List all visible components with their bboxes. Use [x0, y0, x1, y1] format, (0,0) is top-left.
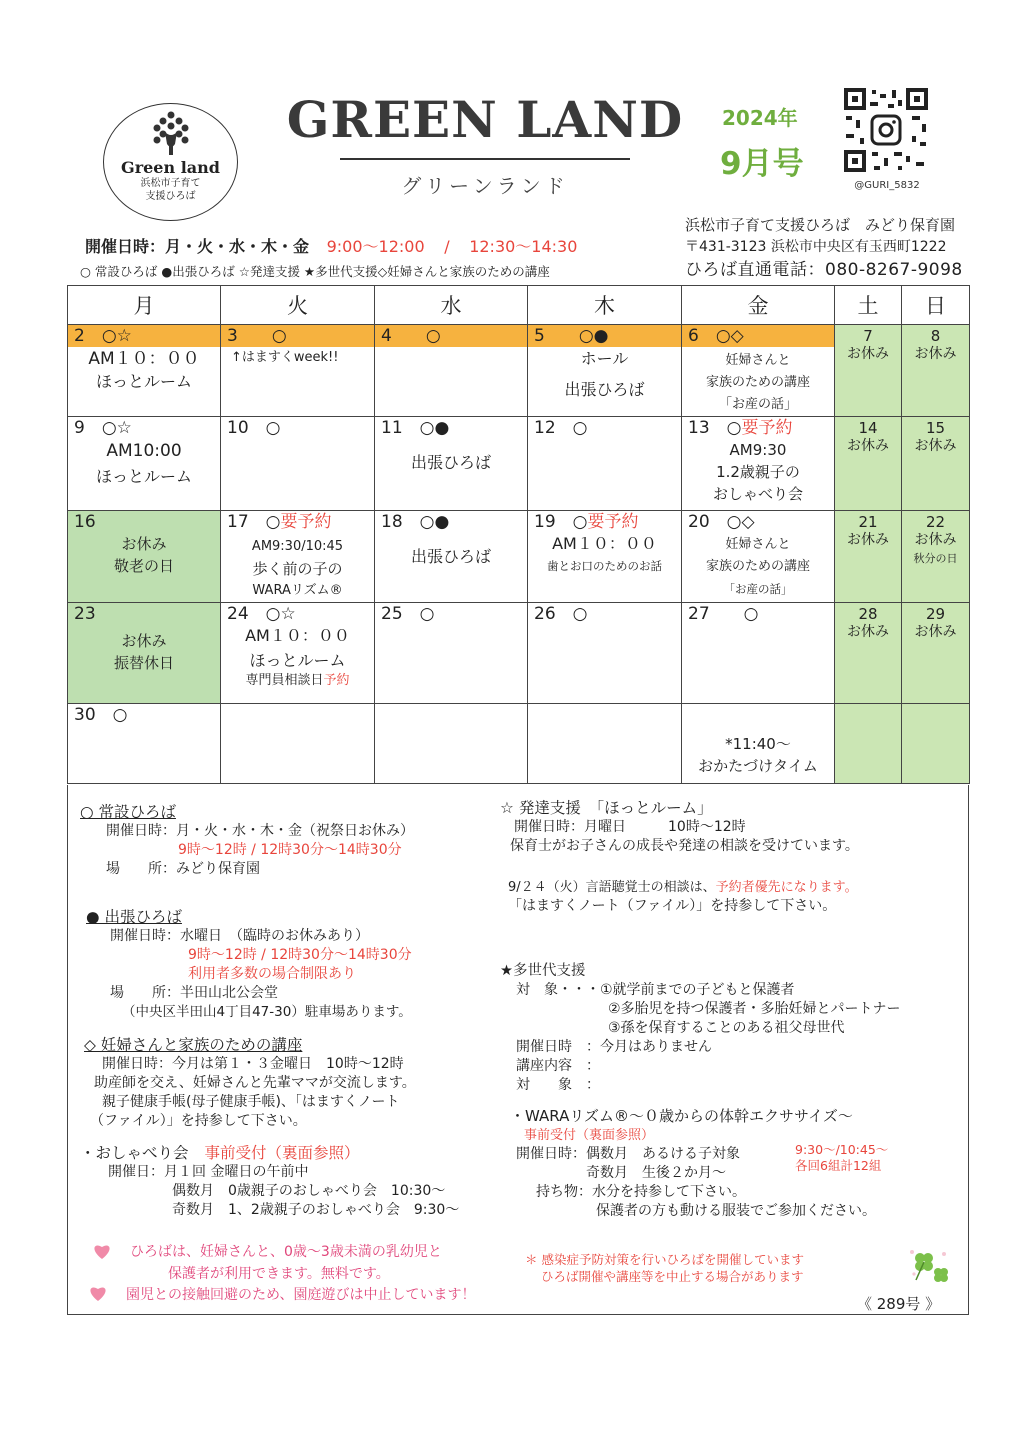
section-title: ・WARAリズム®〜０歳からの体幹エクササイズ〜 — [510, 1107, 853, 1125]
day-number: 16 — [74, 512, 96, 532]
cell-text: 「お産の話」 — [718, 397, 797, 412]
day-header-thu: 木 — [528, 286, 682, 325]
cell-text: 1.2歳親子の — [716, 463, 800, 481]
wara-time — [795, 1142, 888, 1174]
info-line: 開催日時：月・火・水・木・金（祝祭日お休み） — [106, 823, 414, 839]
info-line: 持ち物：水分を持参して下さい。 — [536, 1184, 746, 1200]
info-line: 「はますくノート（ファイル）」を持参して下さい。 — [508, 898, 837, 914]
day-number — [528, 511, 681, 533]
calendar-cell — [528, 325, 682, 417]
cell-text: 家族のための講座 — [705, 559, 810, 574]
page-subtitle: グリーンランド — [401, 174, 569, 198]
calendar-cell — [68, 704, 221, 784]
notice-line: 園児との接触回避のため、園庭遊びは中止しています！ — [126, 1287, 476, 1303]
cell-text: ほっとルーム — [95, 372, 192, 391]
info-line: ③孫を保育することのある祖父母世代 — [608, 1020, 845, 1036]
cell-text: AM10:00 — [106, 441, 182, 461]
cell-text: お休み — [914, 624, 957, 640]
calendar-cell-weekend — [835, 511, 902, 603]
calendar-cell-weekend — [835, 417, 902, 511]
day-header-sat: 土 — [835, 286, 902, 325]
cell-text: お休み — [847, 346, 889, 362]
info-line: ②多胎児を持つ保護者・多胎妊婦とパートナー — [608, 1001, 901, 1017]
day-number: 10 ○ — [227, 418, 281, 438]
cell-text: 妊婦さんと — [725, 353, 791, 368]
day-number: 15 — [925, 419, 946, 437]
day-number: 18 ○● — [381, 512, 450, 532]
cell-text: 歩く前の子の — [252, 560, 343, 578]
hours-label: 開催日時：月・火・水・木・金 — [85, 237, 310, 256]
title-divider — [340, 158, 630, 160]
calendar-cell-weekend — [902, 704, 970, 784]
day-number-text: 19 ○ — [534, 512, 588, 532]
day-header-sun: 日 — [902, 286, 970, 325]
cell-text: お休み — [847, 438, 889, 454]
hours-pm: 12:30〜14:30 — [469, 237, 578, 256]
day-number: 2 ○☆ — [68, 325, 220, 347]
cell-text: 出張ひろば — [564, 380, 645, 399]
info-line: 開催日：月１回 金曜日の午前中 — [108, 1164, 309, 1180]
day-number: 29 — [925, 605, 946, 623]
day-number: 4 ○ — [375, 325, 527, 347]
issue-number: 《 289号 》 — [857, 1295, 941, 1313]
calendar-cell — [375, 511, 528, 603]
calendar-cell-weekend — [835, 704, 902, 784]
calendar-cell — [221, 603, 375, 704]
calendar-cell — [682, 511, 835, 603]
phone-number: ひろば直通電話：080-8267-9098 — [685, 260, 963, 280]
issue-year: 2024年 — [722, 106, 798, 130]
calendar-cell — [528, 704, 682, 784]
section-title — [80, 1144, 459, 1163]
info-line: 場 所：半田山北公会堂 — [110, 985, 278, 1001]
page-title: GREEN LAND — [286, 90, 684, 149]
logo-sub: 支援ひろば — [145, 191, 196, 202]
opening-hours — [85, 234, 577, 257]
logo-sub: 浜松市子育て — [140, 178, 201, 189]
calendar-cell-weekend — [902, 603, 970, 704]
wara-time-line: 各回6組計12組 — [795, 1158, 882, 1173]
issue-month: 9月号 — [720, 146, 804, 182]
table-row — [68, 704, 970, 784]
reservation-required: 要予約 — [741, 418, 793, 438]
info-line: 場 所：みどり保育園 — [106, 861, 260, 877]
hours-sep: / — [444, 237, 450, 256]
info-line: 開催日時 ：今月はありません — [516, 1039, 712, 1055]
info-text: 9/２４（火）言語聴覚士の相談は、 — [508, 880, 716, 895]
calendar-cell-weekend — [902, 511, 970, 603]
clover-icon — [906, 1246, 950, 1286]
day-number: 7 — [863, 327, 873, 345]
day-number: 28 — [858, 605, 878, 623]
cell-text: AM9:30 — [729, 441, 787, 459]
calendar-cell — [528, 603, 682, 704]
heart-icon — [88, 1284, 108, 1302]
day-number: 27 ○ — [688, 604, 759, 624]
cell-text: ホール — [580, 349, 629, 368]
info-line — [500, 878, 859, 897]
info-line: （中央区半田山4丁目47-30）駐車場あります。 — [122, 1004, 412, 1020]
section-title-red: 事前受付（裏面参照） — [524, 1128, 655, 1143]
heart-icon — [92, 1242, 112, 1260]
day-number-text: 17 ○ — [227, 512, 281, 532]
instagram-id: @GURI_5832 — [854, 180, 920, 191]
day-header-tue: 火 — [221, 286, 375, 325]
tree-icon — [151, 110, 191, 156]
day-number-text: 13 ○ — [688, 418, 742, 438]
section-shutchou — [86, 908, 412, 1022]
notice-line: ひろばは、妊婦さんと、0歳〜3歳未満の乳幼児と — [130, 1244, 442, 1260]
section-oshaberi — [80, 1144, 459, 1220]
day-number: 8 — [930, 327, 941, 345]
calendar-cell — [375, 704, 528, 784]
cell-text: 妊婦さんと — [725, 537, 791, 552]
reservation-required: 予約 — [323, 673, 350, 688]
cell-text: 家族のための講座 — [705, 375, 810, 390]
calendar — [67, 285, 970, 784]
calendar-cell — [375, 325, 528, 417]
calendar-cell — [221, 511, 375, 603]
cell-text: おしゃべり会 — [712, 485, 803, 503]
calendar-cell-weekend — [902, 325, 970, 417]
day-number: 26 ○ — [534, 604, 588, 624]
infection-notice — [525, 1251, 804, 1285]
cell-text: おかたづけタイム — [698, 757, 818, 775]
calendar-cell-holiday — [68, 603, 221, 704]
cell-text: ほっとルーム — [95, 467, 192, 486]
day-number: 11 ○● — [381, 418, 450, 438]
info-line-red: 9時〜12時 / 12時30分〜14時30分 — [178, 842, 402, 858]
hours-am: 9:00〜12:00 — [326, 237, 425, 256]
table-row — [68, 325, 970, 417]
logo — [103, 103, 238, 221]
day-number: 6 ○◇ — [682, 325, 834, 347]
cell-text: お休み — [847, 624, 889, 640]
calendar-cell — [68, 325, 221, 417]
section-title: ★多世代支援 — [500, 963, 586, 979]
day-number: 25 ○ — [381, 604, 435, 624]
day-number — [221, 511, 374, 533]
cell-text: 歯とお口のためのお話 — [547, 559, 662, 573]
info-line: 開催日時：今月は第１・３金曜日 10時〜12時 — [102, 1056, 404, 1072]
cell-text: AM１０：００ — [245, 626, 350, 645]
day-number: 9 ○☆ — [74, 418, 132, 438]
calendar-cell — [221, 325, 375, 417]
day-header-fri: 金 — [682, 286, 835, 325]
cell-text: お休み — [914, 532, 957, 548]
section-jousetsu — [80, 803, 414, 879]
section-title: ☆ 発達支援 「ほっとルーム」 — [500, 799, 713, 817]
info-text-red: 予約者優先になります。 — [715, 880, 858, 895]
day-number: 12 ○ — [534, 418, 588, 438]
day-number: 21 — [858, 513, 878, 531]
cell-text: 「お産の話」 — [723, 582, 793, 596]
cell-text: 敬老の日 — [113, 557, 174, 575]
cell-text: お休み — [121, 535, 167, 553]
notice-line: ひろば開催や講座等を中止する場合があります — [541, 1269, 804, 1284]
reservation-required: 要予約 — [587, 512, 639, 532]
cell-text: お休み — [847, 532, 889, 548]
info-line-red: 利用者多数の場合制限あり — [188, 966, 356, 982]
calendar-cell — [682, 603, 835, 704]
calendar-cell — [682, 704, 835, 784]
info-line: 対 象 ： — [516, 1077, 600, 1093]
calendar-cell — [68, 417, 221, 511]
day-number: 20 ○◇ — [688, 512, 755, 532]
cell-text: ↑はますくweek!! — [231, 350, 339, 365]
info-line: 保護者の方も動ける服装でご参加ください。 — [596, 1203, 876, 1219]
cell-text: AM１０：００ — [552, 534, 657, 553]
info-line: 対 象・・・①就学前までの子どもと保護者 — [516, 982, 795, 998]
calendar-cell — [221, 417, 375, 511]
address: 〒431-3123 浜松市中央区有玉西町1222 — [685, 239, 947, 255]
section-title-red: 事前受付（裏面参照） — [204, 1144, 360, 1162]
day-number: 24 ○☆ — [227, 604, 296, 624]
calendar-cell — [682, 417, 835, 511]
legend: ○ 常設ひろば ●出張ひろば ☆発達支援 ★多世代支援◇妊婦さんと家族のための講座 — [80, 264, 550, 279]
info-line: 保育士がお子さんの成長や発達の相談を受けています。 — [510, 838, 859, 854]
info-line: 開催日時：偶数月 あるける子対象 — [516, 1146, 740, 1162]
info-line: 開催日時：水曜日 （臨時のお休みあり） — [110, 928, 369, 944]
day-number — [682, 417, 834, 439]
cell-text: 振替休日 — [113, 654, 174, 672]
calendar-cell — [221, 704, 375, 784]
day-number: 22 — [925, 513, 946, 531]
wara-time-line: 9:30〜/10:45〜 — [795, 1142, 889, 1157]
table-row — [68, 603, 970, 704]
info-line: 助産師を交え、妊婦さんと先輩ママが交流します。 — [94, 1075, 416, 1091]
cell-text — [221, 672, 374, 690]
cell-text: ほっとルーム — [249, 651, 346, 670]
cell-text: 秋分の日 — [913, 552, 958, 565]
calendar-cell-weekend — [835, 325, 902, 417]
calendar-cell-weekend — [835, 603, 902, 704]
info-line: 親子健康手帳(母子健康手帳)、「はますくノート — [102, 1094, 400, 1110]
cell-text: 出張ひろば — [410, 547, 491, 566]
section-title: ● 出張ひろば — [86, 908, 182, 926]
section-ninpu — [84, 1036, 416, 1131]
section-title: ◇ 妊婦さんと家族のための講座 — [84, 1036, 303, 1054]
info-line: 奇数月 1、2歳親子のおしゃべり会 9:30〜 — [172, 1202, 460, 1218]
notice-line: ＊ 感染症予防対策を行いひろばを開催しています — [525, 1252, 804, 1267]
calendar-cell — [682, 325, 835, 417]
day-header-mon: 月 — [68, 286, 221, 325]
calendar-cell — [375, 417, 528, 511]
calendar-cell — [528, 511, 682, 603]
section-tasedai — [500, 962, 901, 1095]
cell-text: お休み — [914, 438, 957, 454]
cell-text: お休み — [121, 632, 167, 650]
day-number: 3 ○ — [221, 325, 374, 347]
section-hattatsu — [500, 799, 859, 916]
qr-code-icon — [842, 86, 930, 174]
info-line: 偶数月 0歳親子のおしゃべり会 10:30〜 — [172, 1183, 446, 1199]
cell-text: AM１０：００ — [88, 349, 200, 369]
table-row — [68, 417, 970, 511]
calendar-cell-holiday — [68, 511, 221, 603]
info-line: 講座内容 ： — [516, 1058, 600, 1074]
day-number: 30 ○ — [74, 705, 128, 725]
calendar-cell-weekend — [902, 417, 970, 511]
day-number: 5 ○● — [528, 325, 681, 347]
section-title: ○ 常設ひろば — [80, 803, 176, 821]
reservation-required: 要予約 — [280, 512, 332, 532]
calendar-cell — [375, 603, 528, 704]
cell-text: WARAリズム® — [252, 583, 343, 598]
cell-text: AM9:30/10:45 — [251, 539, 344, 554]
cell-text: 出張ひろば — [410, 453, 491, 472]
info-line-red: 9時〜12時 / 12時30分〜14時30分 — [188, 947, 412, 963]
info-line: 開催日時：月曜日 10時〜12時 — [514, 819, 746, 835]
info-line: 奇数月 生後２か月〜 — [586, 1165, 726, 1181]
day-header-wed: 水 — [375, 286, 528, 325]
logo-name: Green land — [121, 158, 220, 177]
organization-name: 浜松市子育て支援ひろば みどり保育園 — [685, 216, 956, 234]
calendar-cell — [528, 417, 682, 511]
notice-line: 保護者が利用できます。無料です。 — [168, 1266, 390, 1282]
section-title-text: ・おしゃべり会 — [80, 1144, 189, 1162]
day-number: 23 — [74, 604, 96, 624]
day-number: 14 — [858, 419, 878, 437]
cell-text: *11:40〜 — [725, 735, 791, 753]
cell-text: お休み — [914, 346, 957, 362]
table-row — [68, 511, 970, 603]
cell-text-part: 専門員相談日 — [245, 673, 324, 688]
info-line: （ファイル）」を持参して下さい。 — [90, 1113, 307, 1129]
